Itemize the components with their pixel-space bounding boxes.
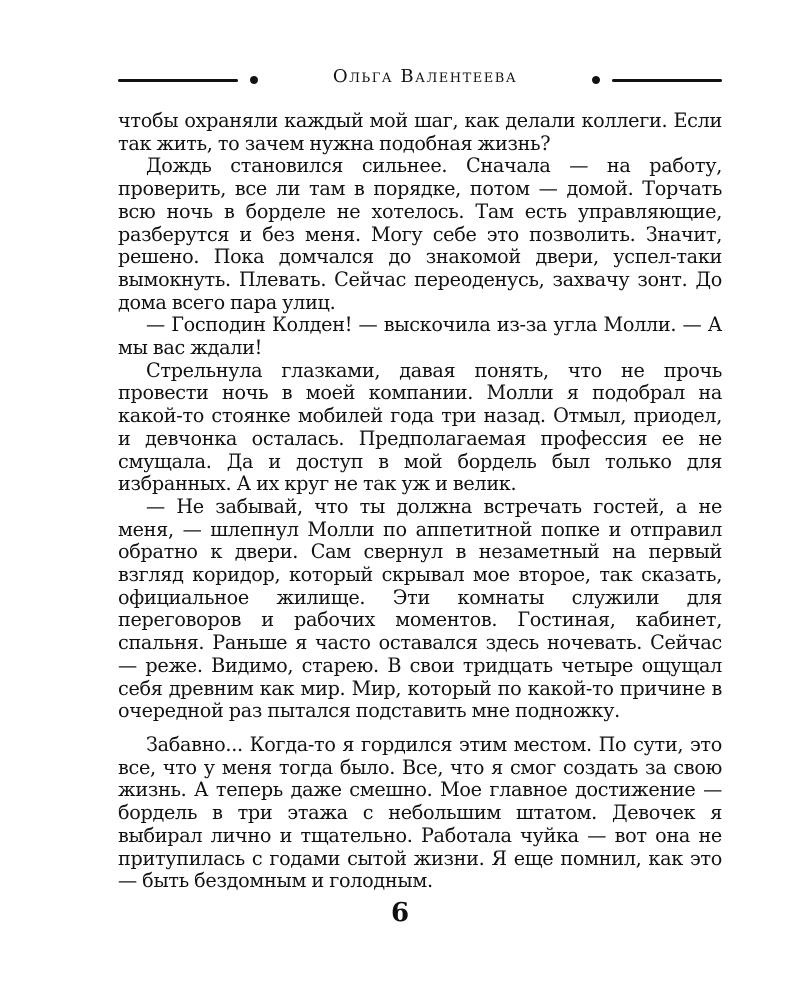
body-text: [118, 110, 722, 893]
header-author-name: Ольга Валентеева: [332, 66, 518, 87]
page-number: 6: [390, 898, 410, 928]
header-rule-left: [118, 79, 238, 82]
running-header: [118, 64, 722, 96]
paragraph: Забавно... Когда-то я гордился этим местом. По сути, это все, что у меня тогда было. Все, что я смог создать за свою жизнь. А теперь даже смешно. Мое главное достижение — бордель в три этажа с небольшим штатом. Девочек я выбирал лично и тщательно. Работала чуйка — вот она не притупилась с годами сытой жизни. Я еще помнил, как это — быть бездомным и голодным.: [118, 732, 722, 893]
header-ornament-dot-left: [250, 76, 258, 84]
header-rule-right: [612, 79, 722, 82]
paragraph: Стрельнула глазками, давая понять, что не прочь провести ночь в моей компании. Молли я подобрал на какой-то стоянке мобилей года три назад. Отмыл, приодел, и девчонка осталась. Предполагаемая профессия ее не смущала. Да и доступ в мой бордель был только для избранных. А их круг не так уж и велик.: [118, 358, 722, 496]
header-ornament-dot-right: [592, 76, 600, 84]
paragraph-continued: чтобы охраняли каждый мой шаг, как делали коллеги. Если так жить, то зачем нужна подобная жизнь?: [118, 109, 722, 155]
paragraph-dialogue: — Не забывай, что ты должна встречать гостей, а не меня, — шлепнул Молли по аппетитной попке и отправил обратно к двери. Сам свернул в незаметный на первый взгляд коридор, который скрывал мое второе, так сказать, официальное жилище. Эти комнаты служили для переговоров и рабочих моментов. Гостиная, кабинет, спальня. Раньше я часто оставался здесь ночевать. Сейчас — реже. Видимо, старею. В свои тридцать четыре ощущал себя древним как мир. Мир, который по какой-то причине в очередной раз пытался подставить мне подножку.: [118, 494, 722, 723]
paragraph-dialogue: — Господин Колден! — выскочила из-за угла Молли. — А мы вас ждали!: [118, 313, 722, 360]
paragraph: Дождь становился сильнее. Сначала — на работу, проверить, все ли там в порядке, потом — домой. Торчать всю ночь в борделе не хотелось. Там есть управляющие, разберутся и без меня. Могу себе это позволить. Значит, решено. Пока домчался до знакомой двери, успел-таки вымокнуть. Плевать. Сейчас переоденусь, захвачу зонт. До дома всего пара улиц.: [118, 154, 722, 314]
